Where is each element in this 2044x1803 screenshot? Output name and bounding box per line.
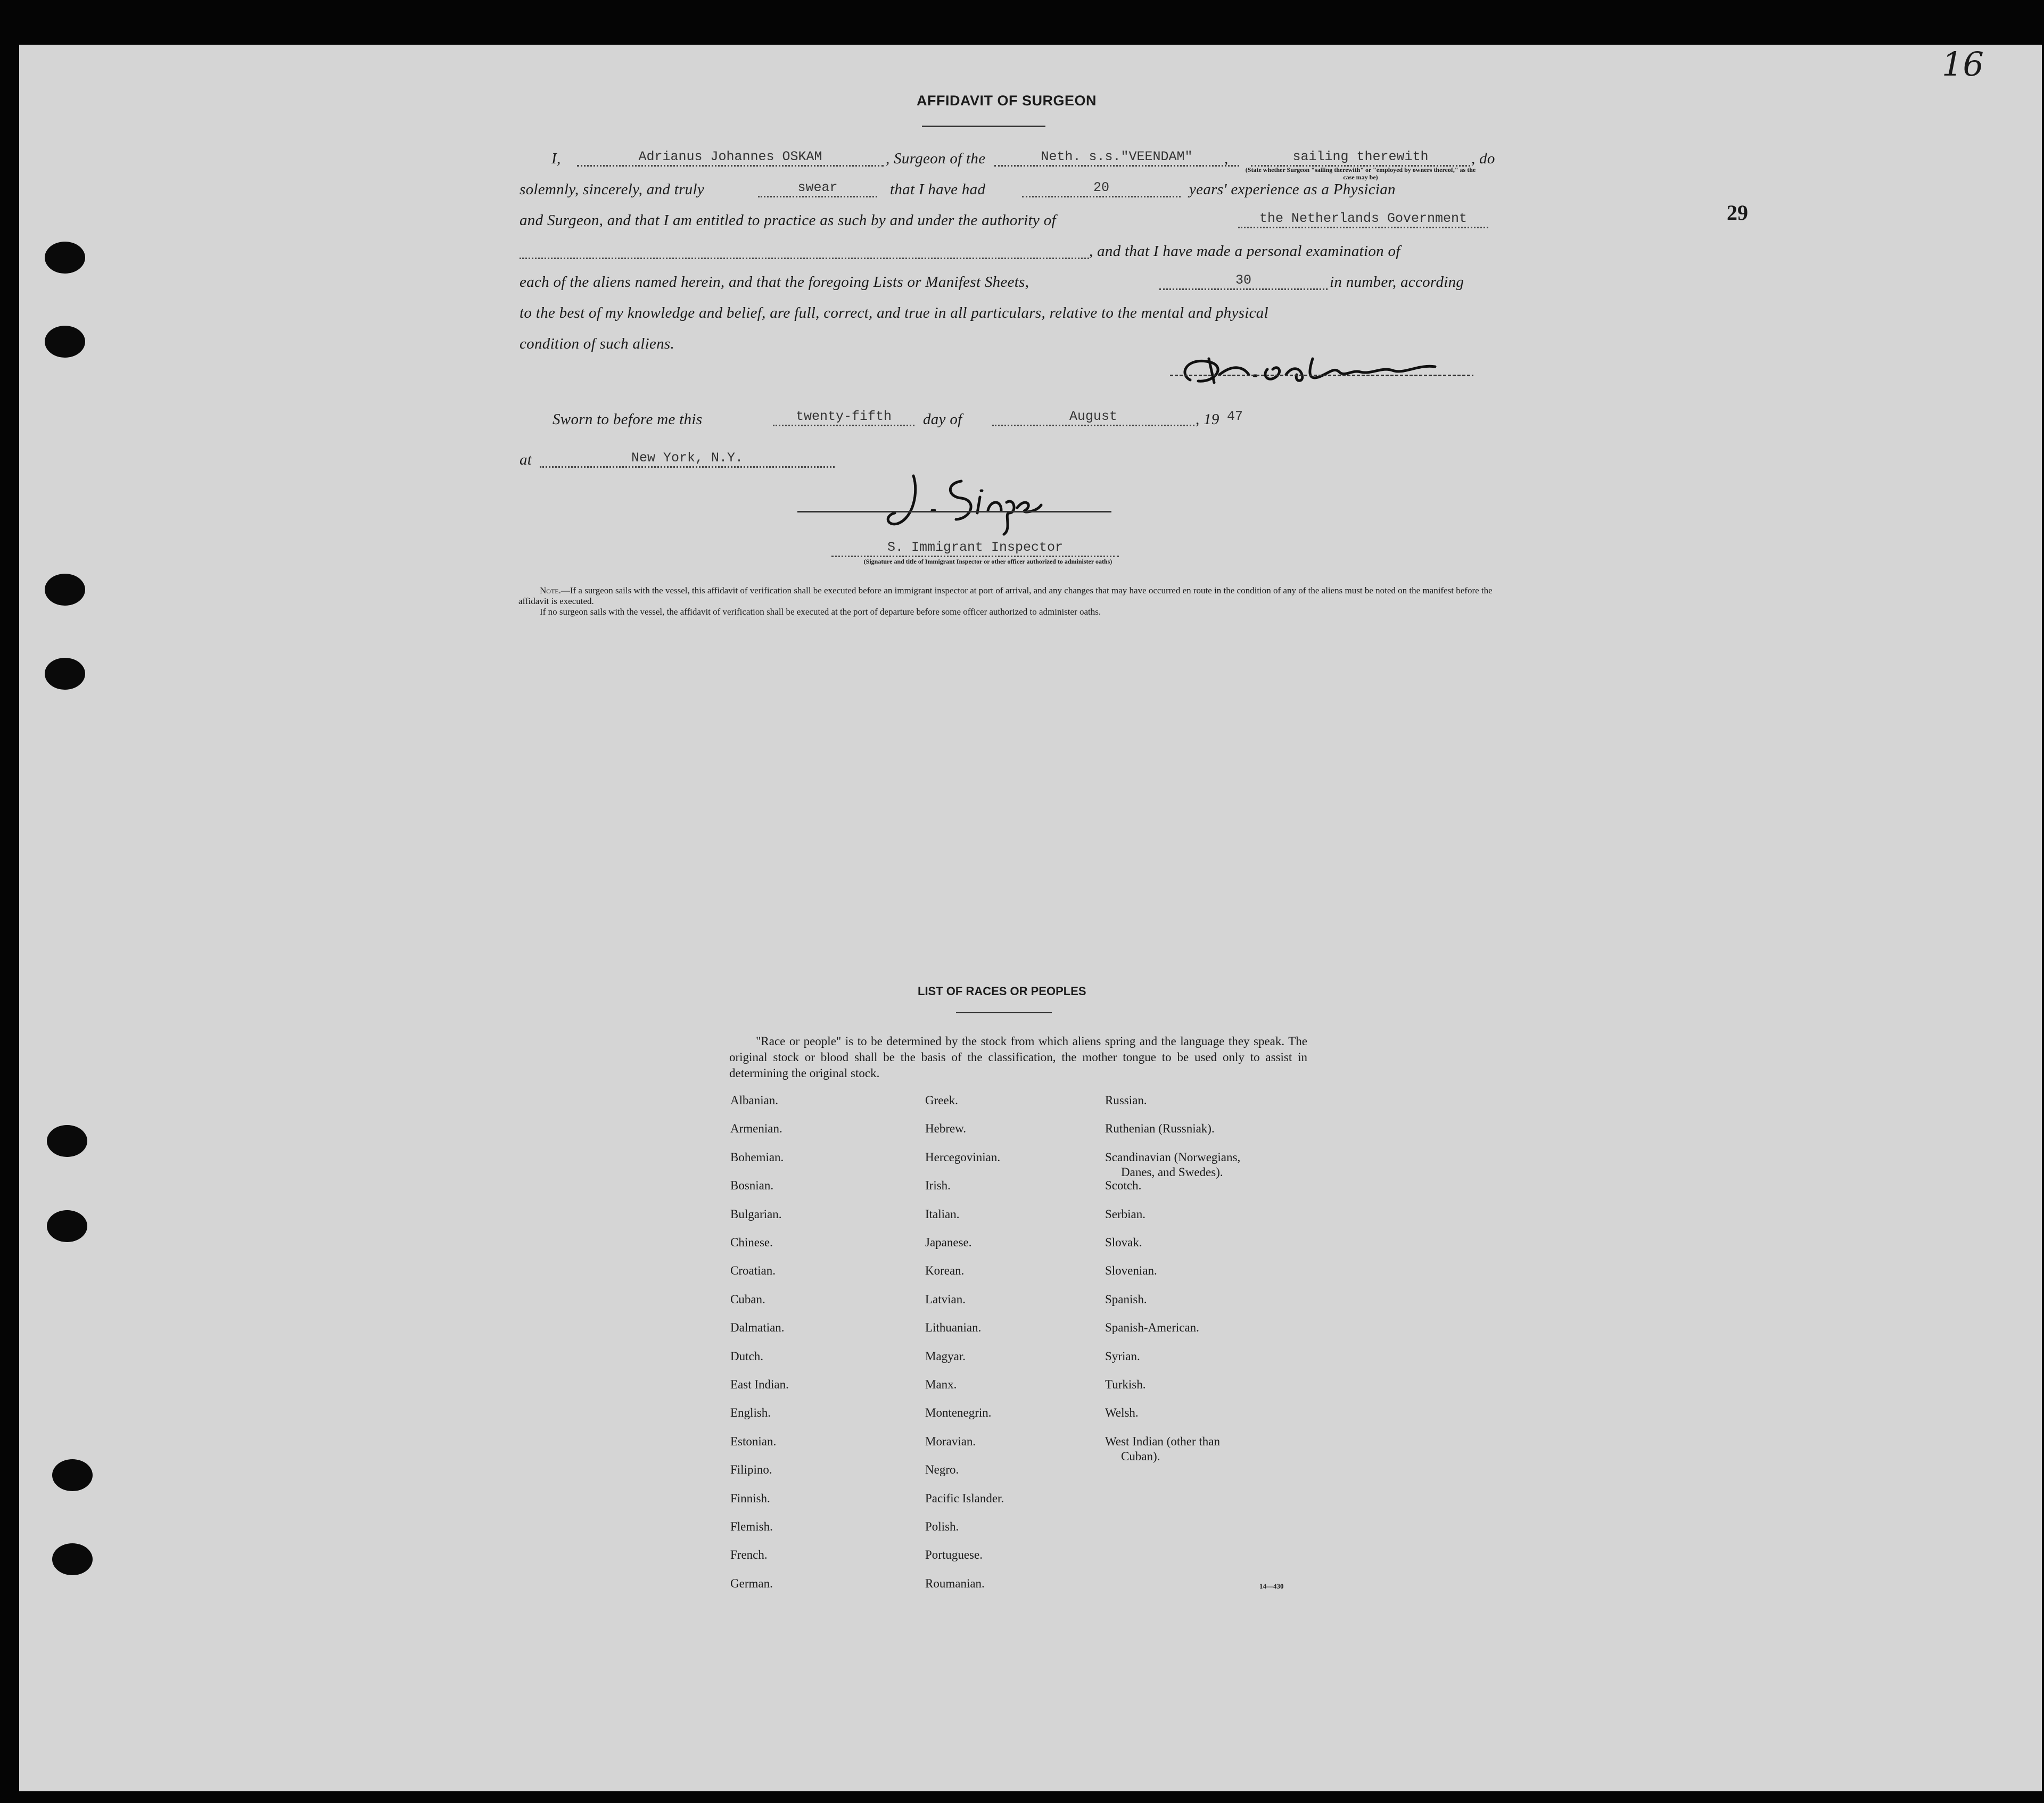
text-and-surgeon: and Surgeon, and that I am entitled to practice as such by and under the authority of xyxy=(520,212,1056,229)
year-field: 47 xyxy=(1226,409,1243,424)
race-item: Slovenian. xyxy=(1105,1264,1157,1278)
authority-field-continuation xyxy=(520,242,1089,259)
authority-field: the Netherlands Government xyxy=(1238,211,1488,228)
note-label: Note. xyxy=(540,585,561,596)
races-intro: "Race or people" is to be determined by the stock from which aliens spring and the language they speak. The original stock or blood shall be the basis of the classification, the mother tongue to be used only to assist in determining the original stock. xyxy=(729,1035,1307,1080)
inspector-title-field: S. Immigrant Inspector xyxy=(831,540,1119,557)
status-field-note: (State whether Surgeon "sailing therewith" or "employed by owners thereof," as the case may be) xyxy=(1245,166,1476,181)
race-item: Danes, and Swedes). xyxy=(1121,1165,1223,1179)
race-item: English. xyxy=(730,1406,771,1420)
race-item: Serbian. xyxy=(1105,1207,1146,1221)
binder-hole xyxy=(52,1543,93,1575)
text-day-of: day of xyxy=(923,411,962,428)
race-item: Pacific Islander. xyxy=(925,1491,1004,1505)
race-item: East Indian. xyxy=(730,1378,789,1391)
text-surgeon-of: , Surgeon of the xyxy=(886,150,986,167)
inspector-title-note: (Signature and title of Immigrant Inspector or other officer authorized to administer oaths) xyxy=(863,558,1112,565)
inspector-signature-line xyxy=(797,511,1111,512)
oath-type-field: swear xyxy=(758,180,877,197)
race-item: Roumanian. xyxy=(925,1576,985,1590)
text-condition: condition of such aliens. xyxy=(520,335,675,352)
note-paragraph-2: If no surgeon sails with the vessel, the affidavit of verification shall be executed at the port of departure before some officer authorized to administer oaths. xyxy=(540,607,1101,617)
binder-hole xyxy=(45,658,85,690)
race-item: Estonian. xyxy=(730,1434,777,1448)
text-sworn: Sworn to before me this xyxy=(553,411,703,428)
race-item: Moravian. xyxy=(925,1434,976,1448)
title-underline xyxy=(922,126,1045,127)
race-item: Latvian. xyxy=(925,1292,966,1306)
race-item: Cuban. xyxy=(730,1292,765,1306)
race-item: Japanese. xyxy=(925,1236,972,1249)
text-best-knowledge: to the best of my knowledge and belief, are full, correct, and true in all particulars, relative to the mental and physical xyxy=(520,304,1268,321)
binder-hole xyxy=(47,1125,87,1157)
note-paragraph-1 xyxy=(518,585,1499,607)
handwritten-page-number: 16 xyxy=(1942,45,1984,84)
race-item: Spanish-American. xyxy=(1105,1321,1199,1335)
race-item: Hercegovinian. xyxy=(925,1150,1001,1164)
race-item: Spanish. xyxy=(1105,1292,1147,1306)
race-item: Russian. xyxy=(1105,1094,1147,1107)
text-each-alien: each of the aliens named herein, and that the foregoing Lists or Manifest Sheets, xyxy=(520,274,1029,291)
affidavit-note xyxy=(518,585,1499,617)
race-item: Bohemian. xyxy=(730,1150,784,1164)
races-title: LIST OF RACES OR PEOPLES xyxy=(918,985,1086,998)
race-item: Polish. xyxy=(925,1520,959,1533)
binder-hole xyxy=(47,1210,87,1242)
race-item: Hebrew. xyxy=(925,1122,967,1136)
text-years-experience: years' experience as a Physician xyxy=(1189,181,1396,198)
affidavit-title: AFFIDAVIT OF SURGEON xyxy=(917,93,1097,109)
text-do: , do xyxy=(1471,150,1495,167)
text-i: I, xyxy=(551,150,561,167)
race-item: Negro. xyxy=(925,1463,959,1477)
race-item: Scandinavian (Norwegians, xyxy=(1105,1150,1241,1164)
race-item: German. xyxy=(730,1576,773,1590)
binder-hole xyxy=(52,1459,93,1491)
race-item: Manx. xyxy=(925,1378,957,1391)
race-item: Albanian. xyxy=(730,1094,779,1107)
race-item: Dutch. xyxy=(730,1349,763,1363)
race-item: Ruthenian (Russniak). xyxy=(1105,1122,1215,1136)
surgeon-signature-line xyxy=(1170,375,1473,376)
race-item: French. xyxy=(730,1548,768,1562)
text-year-prefix: , 19 xyxy=(1196,411,1219,428)
race-item: Korean. xyxy=(925,1264,965,1278)
surgeon-signature xyxy=(1169,343,1467,401)
race-item: Italian. xyxy=(925,1207,960,1221)
text-personal-examination: , and that I have made a personal examination of xyxy=(1089,243,1400,260)
race-item: Bulgarian. xyxy=(730,1207,782,1221)
text-at: at xyxy=(520,451,532,468)
race-item: Bosnian. xyxy=(730,1179,774,1193)
race-item: Chinese. xyxy=(730,1236,773,1249)
vessel-name-field: Neth. s.s."VEENDAM" xyxy=(994,149,1239,167)
inspector-signature xyxy=(881,460,1052,540)
binder-hole xyxy=(45,326,85,358)
race-item: West Indian (other than xyxy=(1105,1434,1220,1448)
day-field: twenty-fifth xyxy=(773,409,914,426)
race-item: Greek. xyxy=(925,1094,958,1107)
binder-hole xyxy=(45,574,85,606)
years-experience-field: 20 xyxy=(1022,180,1181,197)
surgeon-name-field: Adrianus Johannes OSKAM xyxy=(577,149,884,167)
race-item: Turkish. xyxy=(1105,1378,1146,1391)
race-item: Scotch. xyxy=(1105,1179,1142,1193)
text-have-had: that I have had xyxy=(890,181,986,198)
race-item: Dalmatian. xyxy=(730,1321,785,1335)
race-item: Irish. xyxy=(925,1179,951,1193)
race-item: Slovak. xyxy=(1105,1236,1142,1249)
race-item: Magyar. xyxy=(925,1349,966,1363)
race-item: Croatian. xyxy=(730,1264,776,1278)
text-in-number: in number, according xyxy=(1330,274,1464,291)
race-item: Flemish. xyxy=(730,1520,773,1533)
place-field: New York, N.Y. xyxy=(540,450,835,468)
surgeon-status-field: sailing therewith xyxy=(1251,149,1470,167)
document-page xyxy=(19,45,2042,1791)
race-item: Finnish. xyxy=(730,1491,770,1505)
race-item: Armenian. xyxy=(730,1122,782,1136)
stamped-page-number: 29 xyxy=(1727,201,1748,225)
race-item: Portuguese. xyxy=(925,1548,983,1562)
race-item: Welsh. xyxy=(1105,1406,1139,1420)
race-item: Cuban). xyxy=(1121,1449,1160,1463)
race-item: Montenegrin. xyxy=(925,1406,992,1420)
races-title-underline xyxy=(956,1012,1052,1013)
note-text-1: —If a surgeon sails with the vessel, this affidavit of verification shall be executed before an immigrant inspector at port of arrival, and any changes that may have occurred en route in the condition of any of the aliens must be noted on the manifest before the affidavit is executed. xyxy=(518,585,1493,606)
binder-hole xyxy=(45,242,85,274)
month-field: August xyxy=(992,409,1194,426)
race-item: Filipino. xyxy=(730,1463,772,1477)
text-comma: , xyxy=(1224,150,1229,167)
manifest-sheets-field: 30 xyxy=(1159,272,1328,290)
text-solemnly: solemnly, sincerely, and truly xyxy=(520,181,705,198)
race-item: Syrian. xyxy=(1105,1349,1140,1363)
form-number: 14—430 xyxy=(1259,1582,1284,1590)
race-item: Lithuanian. xyxy=(925,1321,982,1335)
